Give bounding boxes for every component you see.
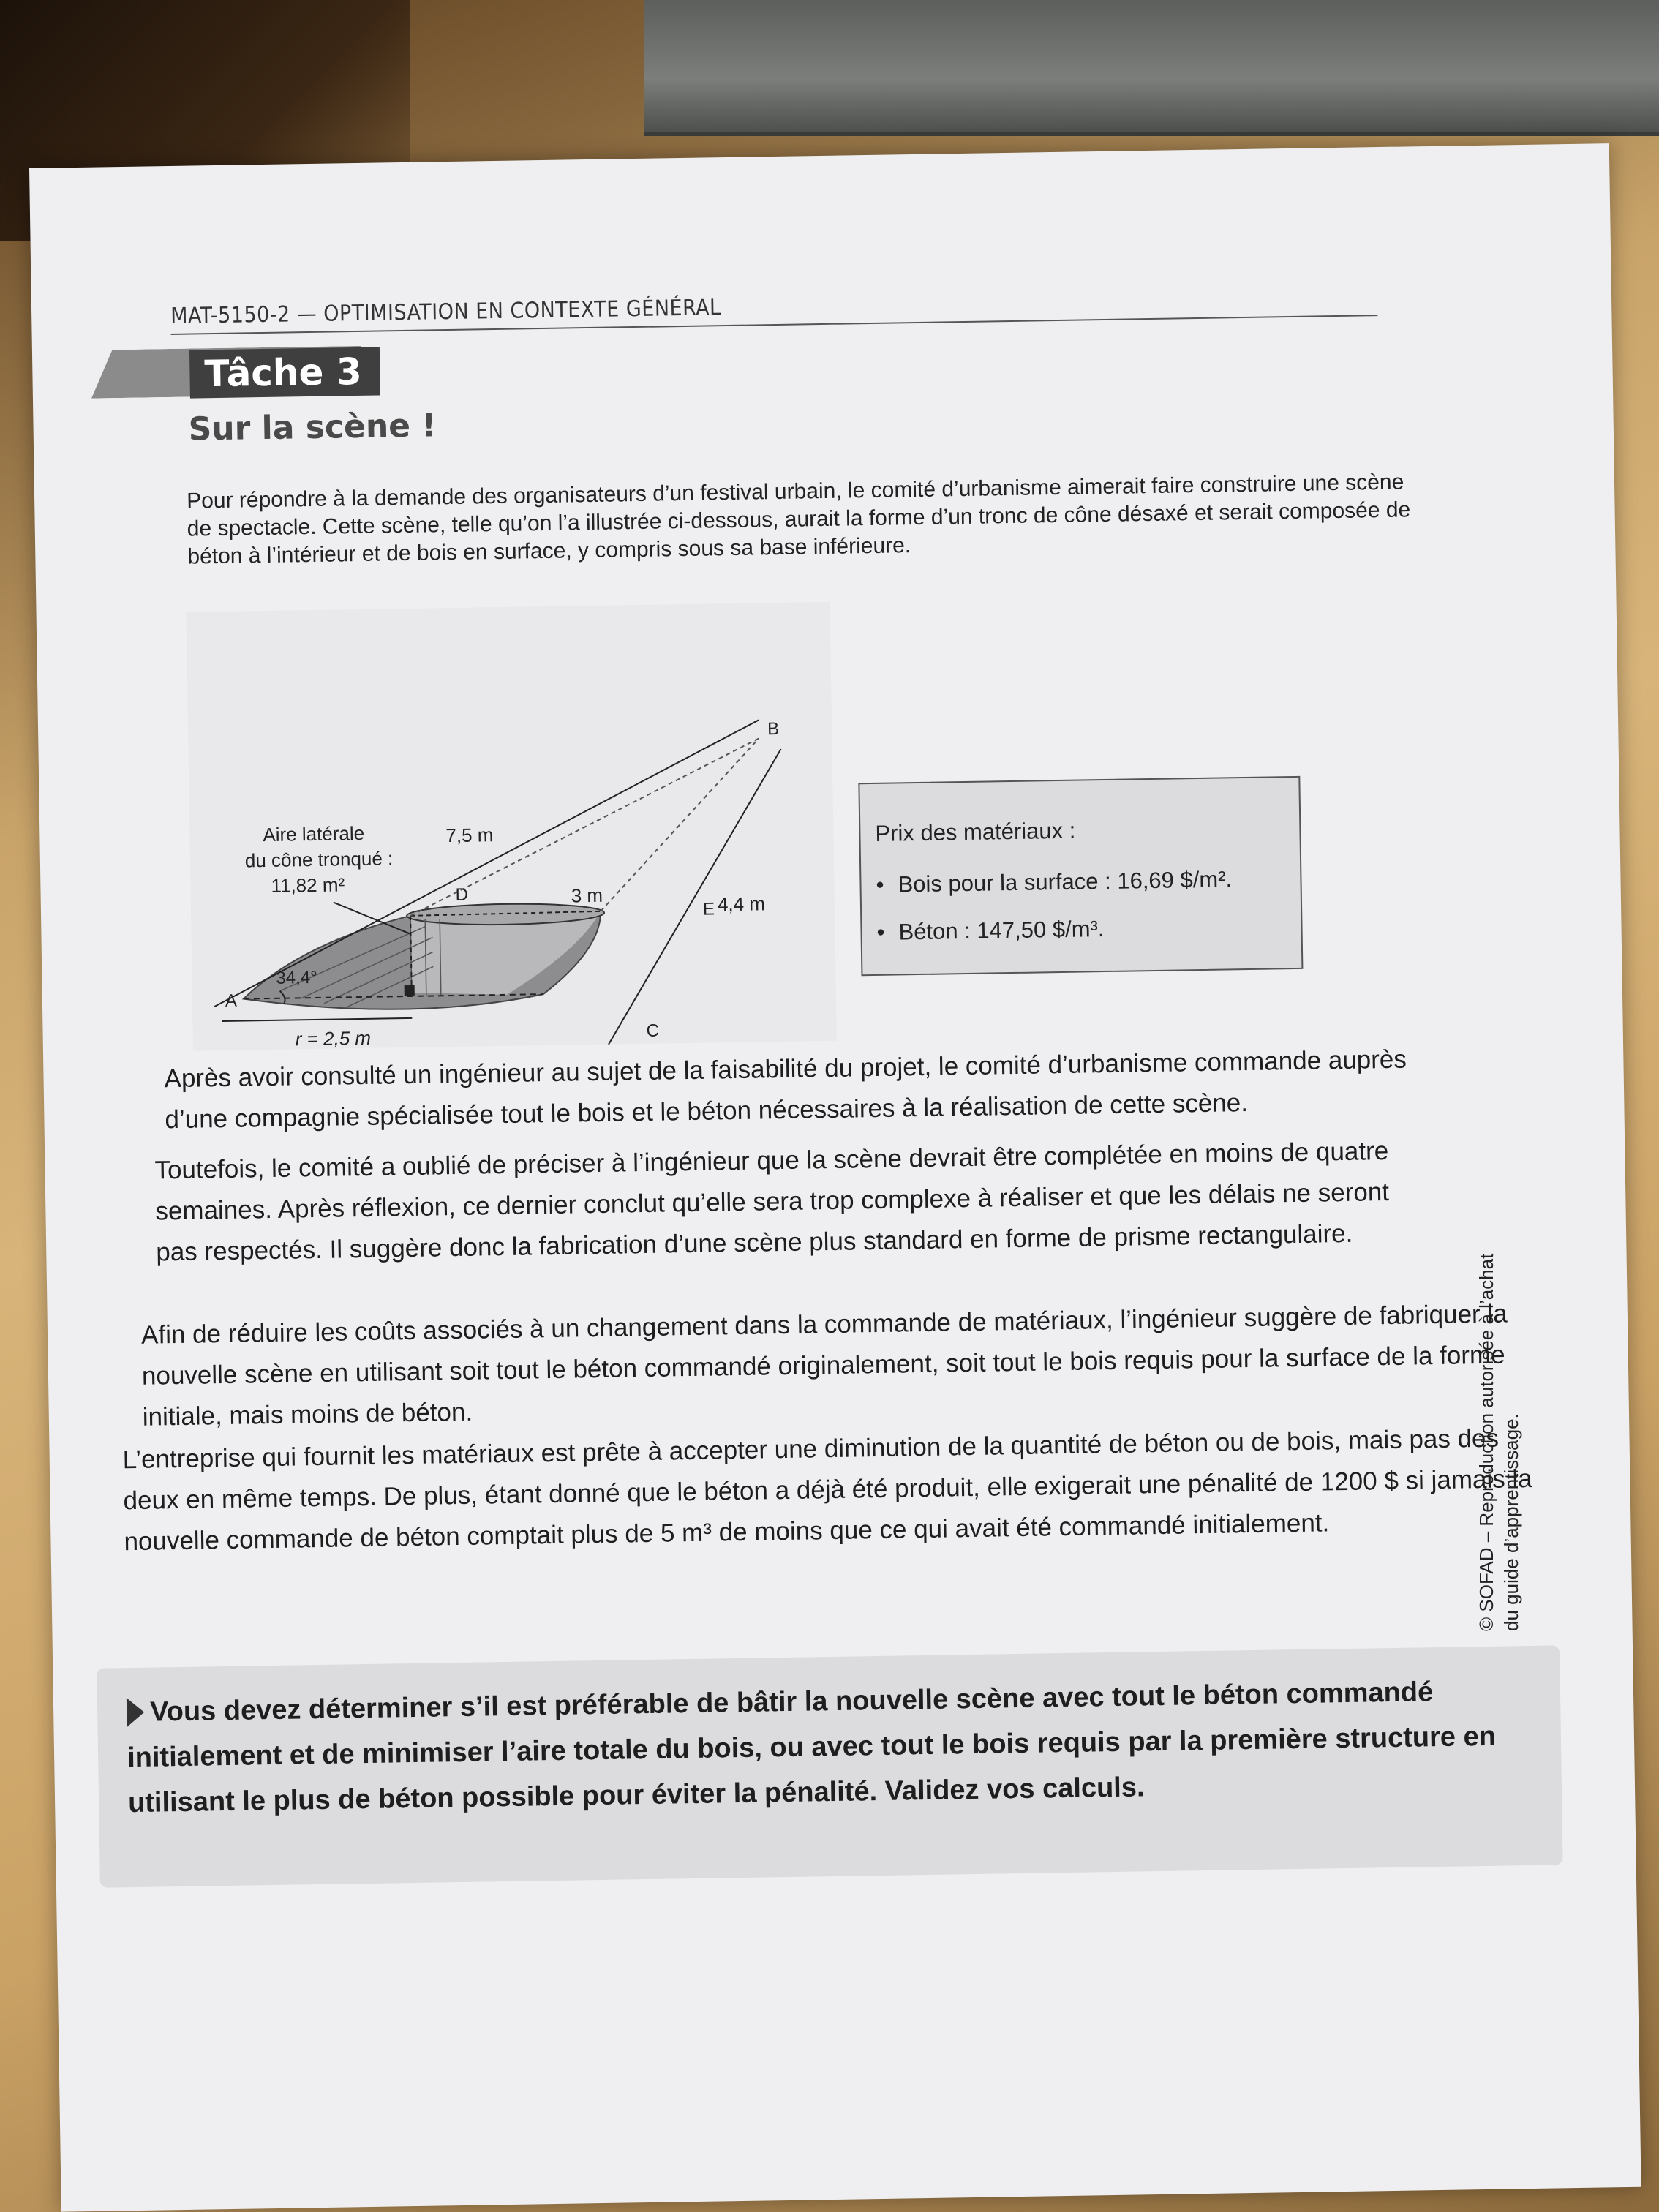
intro-paragraph: Pour répondre à la demande des organisateurs d’un festival urbain, le comité d’urbanisme aimerait faire construire une scène de spectacle. Cette scène, telle qu’on l’a illustrée ci-dessous, aurait la forme d’un tronc de cône désaxé et serait composée de béton à l’intérieur et de bois en surface, y compris sous sa base inférieure.	[186, 470, 1411, 569]
price-title: Prix des matériaux :	[875, 817, 1076, 846]
price-box	[858, 776, 1303, 976]
book-on-desk	[644, 0, 1659, 136]
label-lateral-3: 11,82 m²	[271, 873, 345, 897]
truncated-cone-figure	[187, 602, 851, 1051]
label-lateral-2: du cône tronqué :	[244, 847, 394, 872]
label-angle: 34,4°	[276, 967, 317, 988]
label-radius: r = 2,5 m	[295, 1026, 372, 1050]
price-wood-text: Bois pour la surface : 16,69 $/m².	[898, 866, 1233, 898]
price-concrete: • Béton : 147,50 $/m³.	[876, 916, 1105, 945]
paragraph-3: Afin de réduire les coûts associés à un changement dans la commande de matériaux, l’ingénieur suggère de fabriquer la nouvelle scène en utilisant soit tout le béton commandé originalement, soit tout le bois requis pour la surface de la forme initiale, mais moins de béton.	[140, 1299, 1508, 1432]
price-concrete-text: Béton : 147,50 $/m³.	[898, 916, 1105, 945]
label-len-AB: 7,5 m	[445, 824, 494, 847]
credit-vertical	[1474, 1119, 1524, 1631]
label-lateral-1: Aire latérale	[263, 821, 365, 846]
task-label: Tâche 3	[189, 347, 380, 399]
play-arrow-icon	[127, 1698, 145, 1727]
task-title: Sur la scène !	[188, 407, 437, 448]
label-point-E: E	[702, 899, 715, 919]
paragraph-4: L’entreprise qui fournit les matériaux est prête à accepter une diminution de la quantité de béton ou de bois, mais pas des deux en même temps. De plus, étant donné que le béton a déjà été produit, elle exigerait une pénalité de 1200 $ si jamais la nouvelle commande de béton comptait plus de 5 m³ de moins que ce qui avait été commandé initialement.	[122, 1423, 1532, 1557]
label-len-DE: 3 m	[571, 884, 603, 907]
worksheet-page	[29, 143, 1641, 2212]
credit-line-2: du guide d’apprentissage.	[1500, 1413, 1522, 1631]
label-point-A: A	[225, 990, 238, 1011]
radius-arrow	[222, 1018, 412, 1021]
credit-line-1: © SOFAD – Reproduction autorisée à l’achat	[1475, 1253, 1497, 1631]
instructions-text: Vous devez déterminer s’il est préférable de bâtir la nouvelle scène avec tout le béton commandé initialement et de minimiser l’aire totale du bois, ou avec tout le bois requis par la première structure en utilisant le plus de béton possible pour éviter la pénalité. Validez vos calculs.	[127, 1677, 1497, 1819]
label-point-D: D	[455, 884, 469, 905]
paragraph-2: Toutefois, le comité a oublié de préciser à l’ingénieur que la scène devrait être complétée en moins de quatre semaines. Après réflexion, ce dernier conclut qu’elle sera trop complexe à réaliser et que les délais ne seront pas respectés. Il suggère donc la fabrication d’une scène plus standard en forme de prisme rectangulaire.	[154, 1136, 1390, 1267]
right-angle-mark	[405, 985, 415, 996]
label-point-B: B	[767, 718, 780, 740]
label-len-EC: 4,4 m	[717, 892, 766, 916]
course-header: MAT-5150-2 — OPTIMISATION EN CONTEXTE GÉNÉRAL	[170, 285, 1377, 335]
price-wood: • Bois pour la surface : 16,69 $/m².	[876, 866, 1233, 898]
label-point-C: C	[646, 1020, 660, 1041]
instructions	[127, 1669, 1504, 1827]
paragraph-1: Après avoir consulté un ingénieur au sujet de la faisabilité du projet, le comité d’urbanisme commande auprès d’une compagnie spécialisée tout le bois et le béton nécessaires à la réalisation de cette scène.	[164, 1045, 1407, 1135]
